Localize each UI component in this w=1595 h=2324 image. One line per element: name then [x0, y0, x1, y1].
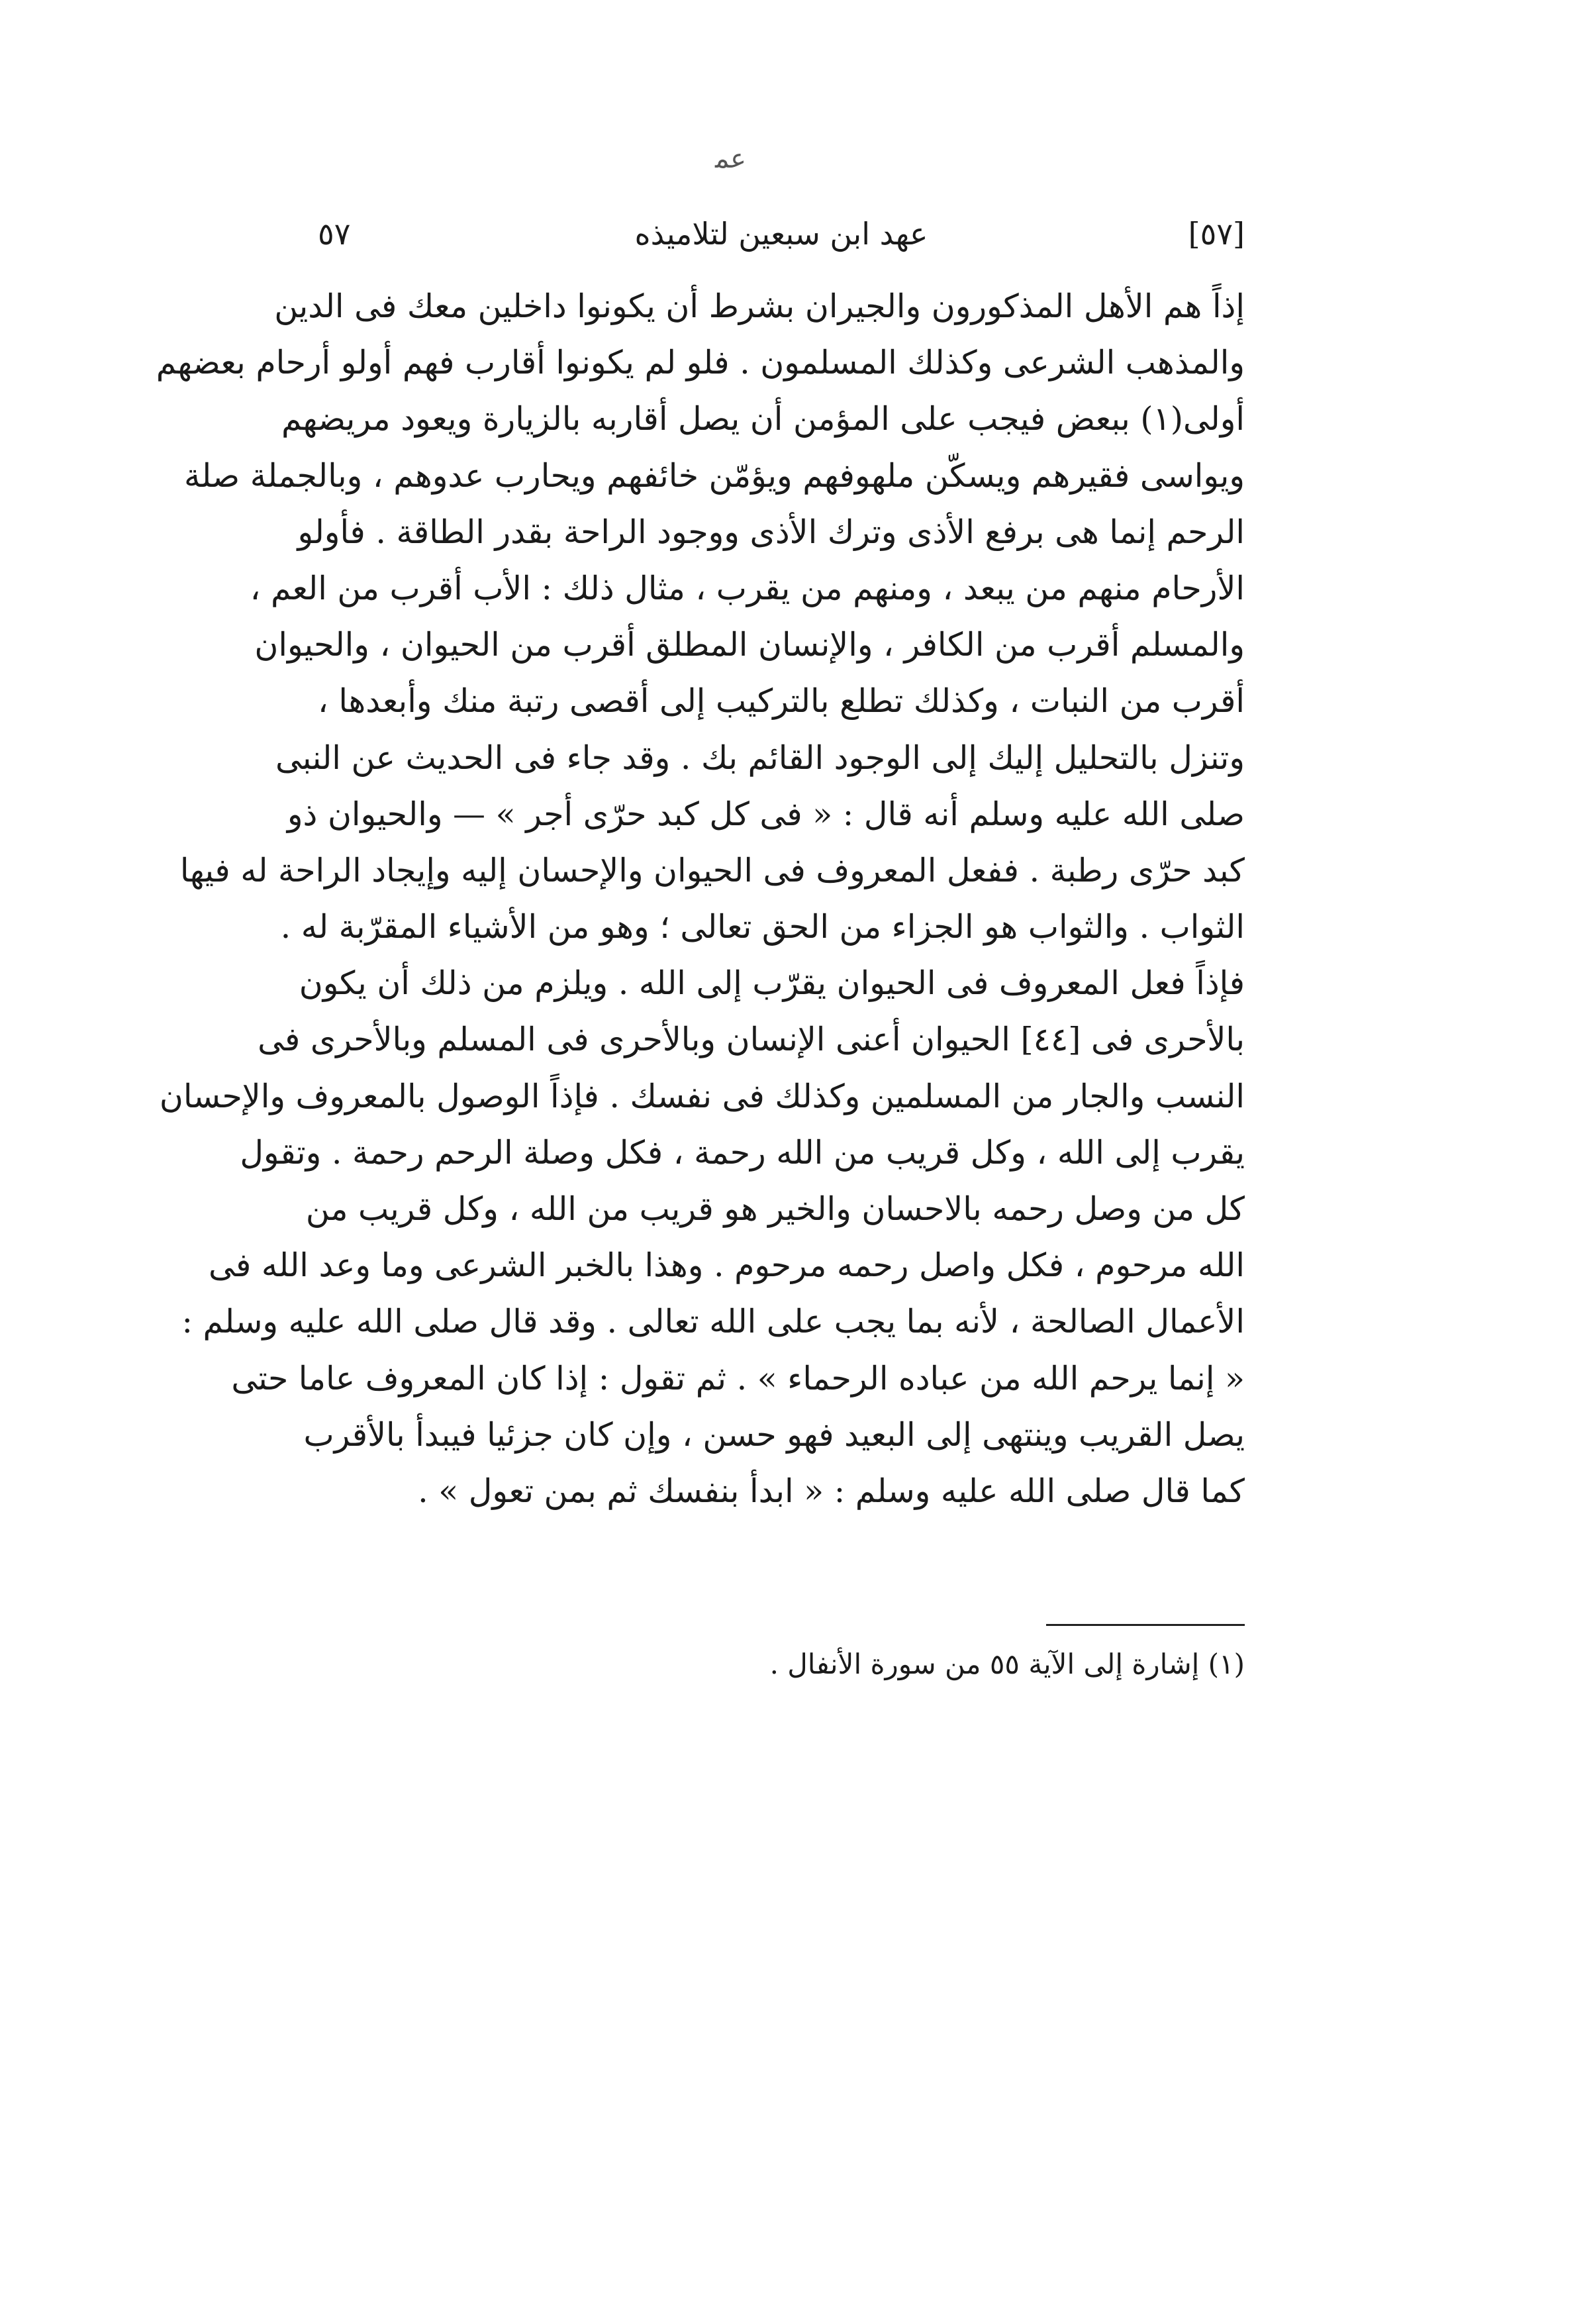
- text-line: الثواب . والثواب هو الجزاء من الحق تعالى ؛ وهو من الأشياء المقرّبة له .: [280, 908, 1245, 946]
- stray-ink-mark: ﻋﻤ: [715, 144, 746, 174]
- text-line: والمسلم أقرب من الكافر ، والإنسان المطلق أقرب من الحيوان ، والحيوان: [254, 626, 1245, 664]
- text-line: كبد حرّى رطبة . ففعل المعروف فى الحيوان والإحسان إليه وإيجاد الراحة له فيها: [179, 851, 1245, 889]
- text-line: الأعمال الصالحة ، لأنه بما يجب على الله تعالى . وقد قال صلى الله عليه وسلم :: [181, 1303, 1245, 1341]
- text-line: بالأحرى فى [٤٤] الحيوان أعنى الإنسان وبالأحرى فى المسلم وبالأحرى فى: [258, 1021, 1245, 1059]
- text-line: وتنزل بالتحليل إليك إلى الوجود القائم بك . وقد جاء فى الحديث عن النبى: [275, 738, 1245, 777]
- text-line: الأرحام منهم من يبعد ، ومنهم من يقرب ، مثال ذلك : الأب أقرب من العم ،: [250, 569, 1245, 607]
- running-title: عهد ابن سبعين لتلاميذه: [634, 216, 928, 252]
- page-number: ٥٧: [318, 216, 351, 252]
- text-line: « إنما يرحم الله من عباده الرحماء » . ثم تقول : إذا كان المعروف عاما حتى: [231, 1359, 1245, 1397]
- text-line: يصل القريب وينتهى إلى البعيد فهو حسن ، وإن كان جزئيا فيبدأ بالأقرب: [303, 1415, 1245, 1454]
- text-line: كل من وصل رحمه بالاحسان والخير هو قريب من الله ، وكل قريب من: [305, 1190, 1245, 1228]
- page-header: [318, 211, 1245, 264]
- text-line: إذاً هم الأهل المذكورون والجيران بشرط أن يكونوا داخلين معك فى الدين: [274, 287, 1245, 325]
- text-line: الرحم إنما هى برفع الأذى وترك الأذى ووجود الراحة بقدر الطاقة . فأولو: [297, 513, 1245, 551]
- footnote-divider: [1046, 1624, 1245, 1626]
- text-line-last: كما قال صلى الله عليه وسلم : « ابدأ بنفسك ثم بمن تعول » .: [418, 1472, 1245, 1510]
- text-line: ويواسى فقيرهم ويسكّن ملهوفهم ويؤمّن خائفهم ويحارب عدوهم ، وبالجملة صلة: [184, 456, 1245, 495]
- body-text: [156, 278, 1245, 1519]
- text-line: والمذهب الشرعى وكذلك المسلمون . فلو لم يكونوا أقارب فهم أولو أرحام بعضهم: [156, 344, 1245, 382]
- text-line: أقرب من النبات ، وكذلك تطلع بالتركيب إلى أقصى رتبة منك وأبعدها ،: [318, 682, 1245, 721]
- text-line: يقرب إلى الله ، وكل قريب من الله رحمة ، فكل وصلة الرحم رحمة . وتقول: [240, 1133, 1245, 1172]
- text-line: فإذاً فعل المعروف فى الحيوان يقرّب إلى الله . ويلزم من ذلك أن يكون: [299, 964, 1245, 1003]
- text-line: النسب والجار من المسلمين وكذلك فى نفسك . فإذاً الوصول بالمعروف والإحسان: [159, 1077, 1245, 1115]
- text-line: الله مرحوم ، فكل واصل رحمه مرحوم . وهذا بالخبر الشرعى وما وعد الله فى: [209, 1246, 1245, 1285]
- text-line: أولى(١) ببعض فيجب على المؤمن أن يصل أقاربه بالزيارة ويعود مريضهم: [281, 400, 1245, 438]
- original-page-reference: [٥٧]: [1188, 216, 1245, 252]
- text-line: صلى الله عليه وسلم أنه قال : « فى كل كبد حرّى أجر » — والحيوان ذو: [287, 795, 1245, 833]
- footnote: (١) إشارة إلى الآية ٥٥ من سورة الأنفال .: [769, 1648, 1245, 1680]
